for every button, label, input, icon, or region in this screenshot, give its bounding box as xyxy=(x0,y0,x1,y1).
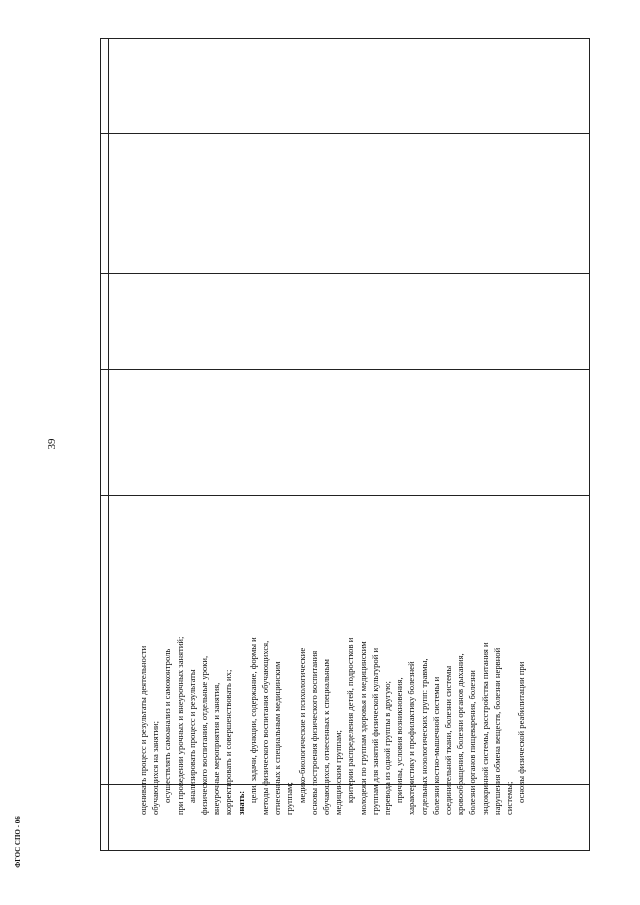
text-line: болезни костно-мышечной системы и xyxy=(430,676,441,815)
text-line: основы построения физического воспитания xyxy=(308,650,319,815)
table-column-divider xyxy=(108,39,109,850)
page-number: 39 xyxy=(46,438,58,450)
competency-cell-text xyxy=(137,529,528,815)
text-line: характеристику и профилактику болезней xyxy=(406,661,417,815)
text-line: системы; xyxy=(504,781,515,815)
text-line: оценивать процесс и результаты деятельности xyxy=(138,645,148,815)
text-line: критерии распределения детей, подростков и xyxy=(345,637,356,803)
text-line: нарушения обмена веществ, болезни нервной xyxy=(491,647,502,815)
text-line: при проведении урочных и внеурочных занятий; xyxy=(174,636,185,815)
table-row-divider xyxy=(101,133,589,134)
text-line: болезни органов пищеварения, болезни xyxy=(467,670,478,815)
text-line: перевода из одной группы в другую; xyxy=(382,681,393,815)
text-line: группам для занятий физической культурой и xyxy=(369,647,380,815)
text-line: медицинским группам; xyxy=(333,730,344,815)
text-line: причины, условия возникновения, xyxy=(394,677,405,803)
text-line: осуществлять самоанализ и самоконтроль xyxy=(162,648,173,803)
text-line: методы физического воспитания обучающихся, xyxy=(260,640,271,815)
table-row-divider xyxy=(101,369,589,370)
text-line: отдельных нозологических групп: травмы, xyxy=(418,658,429,815)
text-line: кровообращения, болезни органов дыхания, xyxy=(455,653,466,815)
text-line: корректировать и совершенствовать их; xyxy=(223,669,234,815)
text-line: соединительной ткани, болезни системы xyxy=(443,665,454,815)
footer-code: ФГОС СПО - 06 xyxy=(14,816,22,868)
table-row-divider xyxy=(101,495,589,496)
text-line: эндокринной системы, расстройства питания и xyxy=(479,642,490,815)
text-line: отнесенных к специальным медицинским xyxy=(272,661,283,815)
text-line: медико-биологические и психологические xyxy=(296,647,307,803)
text-line: обучающихся на занятии; xyxy=(150,720,161,815)
text-line: цели, задачи, функции, содержание, формы и xyxy=(247,637,258,803)
text-line: группам; xyxy=(284,782,295,815)
text-line: физического воспитания, отдельные уроки, xyxy=(199,655,210,815)
text-line: основы физической реабилитации при xyxy=(516,661,527,803)
text-line: молодежи по группам здоровья и медицинским xyxy=(357,641,368,815)
section-heading: знать: xyxy=(235,790,246,815)
table-row-divider xyxy=(101,273,589,274)
text-line: обучающихся, отнесенных к специальным xyxy=(321,659,332,815)
text-line: внеурочные мероприятия и занятия, xyxy=(211,682,222,815)
text-line: анализировать процесс и результаты xyxy=(186,669,197,803)
